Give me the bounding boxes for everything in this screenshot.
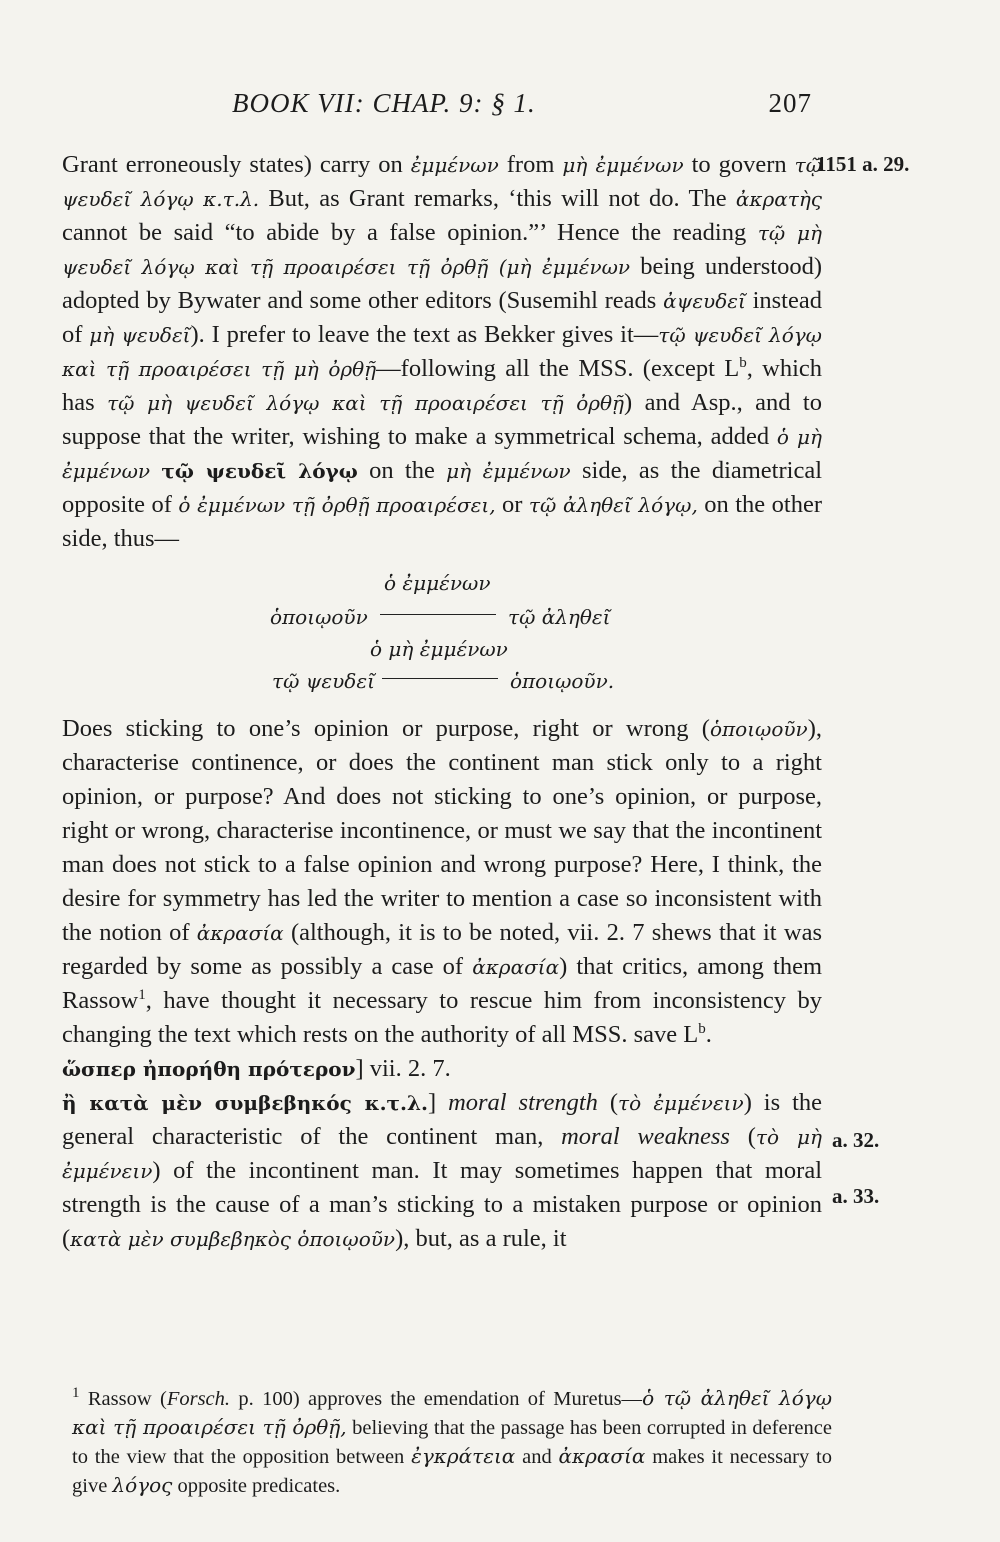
text-run: ] vii. 2. 7.	[355, 1055, 451, 1082]
text-run: makes it necessary to give	[72, 1446, 832, 1497]
text-run: ) and Asp., and to suppose that the writer, wishing to make a symmetrical schema, added	[62, 389, 822, 450]
greek-run: ἀκρατὴς	[735, 187, 823, 211]
text-run: (	[597, 1089, 619, 1116]
schema-rule-1	[380, 614, 496, 615]
text-run: on the	[357, 457, 447, 484]
text-run: —following all the MSS. (except L	[376, 355, 740, 382]
superscript: b	[739, 354, 747, 371]
paragraph-sticking	[62, 712, 822, 1052]
footnote	[72, 1384, 832, 1500]
greek-bold-run: τῷ ψευδεῖ λόγῳ	[161, 459, 358, 483]
text-run: ) is the general characteristic of the continent man,	[62, 1089, 822, 1150]
text-run: .	[705, 1021, 712, 1048]
greek-run: τῷ μὴ ψευδεῖ λόγῳ καὶ τῇ προαιρέσει τῇ ὀρθῇ (μὴ ἐμμένων	[62, 221, 822, 279]
text-run: Does sticking to one’s opinion or purpose, right or wrong (	[62, 715, 710, 742]
greek-run: ὁ τῷ ἀληθεῖ λόγῳ καὶ τῇ προαιρέσει τῇ ὀρθῇ,	[72, 1386, 832, 1439]
text-run: ), characterise continence, or does the continent man stick only to a right opinion, or purpose? And does not sticking to one’s opinion, or purpose, right or wrong, characterise incontinence, or must we say that the incontinent man does not stick to a false opinion and wrong purpose? Here, I think, the desire for symmetry has led the writer to mention a case so inconsistent with the notion of	[62, 715, 822, 946]
text-run: ) of the incontinent man. It may sometimes happen that moral strength is the cause of a man’s sticking to a mistaken purpose or opinion (	[62, 1157, 822, 1252]
schema-right-2: ὁποιῳοῦν.	[510, 669, 615, 693]
running-title: BOOK VII: CHAP. 9: § 1.	[232, 88, 536, 118]
text-run: (	[729, 1123, 756, 1150]
superscript: b	[698, 1020, 706, 1037]
text-run: , have thought it necessary to rescue him from inconsistency by changing the text which rests on the authority of all MSS. save L	[62, 987, 822, 1048]
text-run: ). I prefer to leave the text as Bekker gives it—	[190, 321, 659, 348]
greek-run: τῷ μὴ ψευδεῖ λόγῳ καὶ τῇ προαιρέσει τῇ ὀρθῇ	[107, 391, 625, 415]
greek-run: κατὰ μὲν συμβεβηκὸς ὁποιῳοῦν	[70, 1227, 396, 1251]
greek-run: ὁ ἐμμένων τῇ ὀρθῇ προαιρέσει,	[178, 493, 496, 517]
text-run: instead of	[62, 287, 822, 348]
margin-ref-1151a29: 1151 a. 29.	[816, 152, 910, 176]
text-run: ) that critics, among them Rassow	[62, 953, 823, 1014]
margin-ref-a32: a. 32.	[832, 1128, 880, 1152]
text-run: believing that the passage has been corrupted in deference to the view that the opposition between	[72, 1417, 832, 1468]
text-run: or	[495, 491, 529, 518]
greek-run: μὴ ἐμμένων	[446, 459, 571, 483]
text-run: to govern	[683, 151, 795, 178]
lemma-hosper	[62, 1052, 822, 1086]
text-run: ), but, as a rule, it	[395, 1225, 567, 1252]
greek-run: τῷ ἀληθεῖ λόγῳ,	[528, 493, 698, 517]
italic-run: moral weakness	[561, 1123, 730, 1150]
greek-run: ἐμμένων	[410, 153, 499, 177]
footnote-number: 1	[72, 1385, 80, 1402]
text-run: , which has	[62, 355, 823, 416]
greek-run: ὁποιῳοῦν	[709, 717, 808, 741]
greek-run: μὴ ἐμμένων	[562, 153, 684, 177]
greek-bold-run: ὥσπερ ἠπορήθη πρότερον	[62, 1057, 356, 1081]
text-run: cannot be said “to abide by a false opinion.”’ Hence the reading	[62, 219, 758, 246]
text-run: from	[498, 151, 563, 178]
greek-bold-run: ἢ κατὰ μὲν συμβεβηκός κ.τ.λ.	[62, 1091, 428, 1115]
text-run: on the other side, thus—	[62, 491, 822, 552]
greek-run: ἀψευδεῖ	[663, 289, 746, 313]
italic-run: moral strength	[448, 1089, 598, 1116]
footnote-marker: 1	[138, 986, 146, 1003]
greek-run: τὸ μὴ ἐμμένειν	[62, 1125, 822, 1183]
schema-left-2: τῷ ψευδεῖ	[272, 669, 375, 693]
greek-run: τῷ ψευδεῖ λόγῳ καὶ τῇ προαιρέσει τῇ μὴ ὀρθῇ	[62, 323, 822, 381]
paragraph-grant	[62, 148, 822, 556]
page-number: 207	[768, 88, 812, 118]
text-run: (although, it is to be noted, vii. 2. 7 shews that it was regarded by some as possibly a case of	[62, 919, 822, 980]
running-header	[232, 88, 812, 132]
greek-run: τῷ ψευδεῖ λόγῳ κ.τ.λ.	[62, 153, 822, 211]
text-run: being understood) adopted by Bywater and some other editors (Susemihl reads	[62, 253, 822, 314]
schema-left-1: ὁποιῳοῦν	[270, 605, 368, 629]
text-run: Rassow (	[79, 1388, 167, 1410]
symmetry-schema	[62, 566, 822, 698]
text-run: ]	[427, 1089, 449, 1116]
greek-run: τὸ ἐμμένειν	[618, 1091, 744, 1115]
text-run: p. 100) approves the emendation of Muretus—	[230, 1388, 643, 1410]
schema-mid: ὁ μὴ ἐμμένων	[370, 637, 508, 661]
greek-run: ἀκρασία	[558, 1444, 646, 1468]
schema-rule-2	[382, 678, 498, 679]
main-text	[62, 148, 822, 1256]
greek-run: μὴ ψευδεῖ	[89, 323, 191, 347]
greek-run: ἐγκράτεια	[411, 1444, 516, 1468]
italic-run: Forsch.	[166, 1388, 231, 1410]
text-run: side, as the diametrical opposite of	[62, 457, 823, 518]
greek-run: λόγος	[112, 1473, 173, 1497]
greek-run: ἀκρασία	[196, 921, 284, 945]
margin-ref-a33: a. 33.	[832, 1184, 880, 1208]
text-run: opposite predicates.	[172, 1475, 341, 1497]
schema-top: ὁ ἐμμένων	[384, 571, 491, 595]
paragraph-kata-men	[62, 1086, 822, 1256]
schema-right-1: τῷ ἀληθεῖ	[508, 605, 611, 629]
text-run: Grant erroneously states) carry on	[62, 151, 411, 178]
text-run: But, as Grant remarks, ‘this will not do. The	[259, 185, 736, 212]
greek-run: ἀκρασία	[472, 955, 560, 979]
greek-run: ὁ μὴ ἐμμένων	[62, 425, 822, 483]
text-run: and	[515, 1446, 559, 1468]
